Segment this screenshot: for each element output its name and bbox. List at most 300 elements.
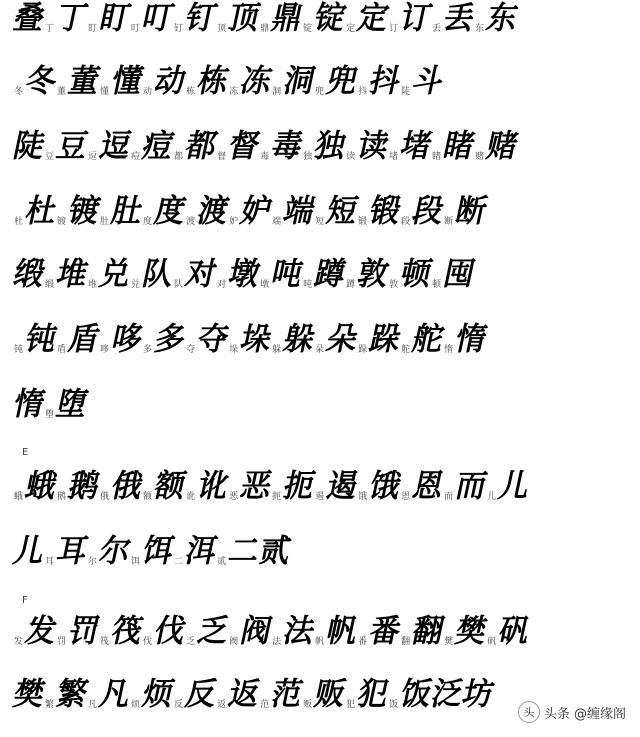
glyph-cell	[229, 613, 275, 650]
standard-character-label: 恩	[401, 492, 411, 502]
cursive-glyph: 舵	[409, 321, 447, 358]
standard-character-label: 乏	[186, 637, 196, 647]
standard-character-label: 蛾	[14, 492, 24, 502]
glyph-row	[14, 323, 634, 357]
glyph-cell	[88, 0, 134, 37]
glyph-cell	[389, 128, 435, 165]
cursive-glyph: 兜	[323, 63, 361, 100]
cursive-glyph: 耳	[53, 533, 91, 570]
standard-character-label: 独	[303, 152, 313, 162]
cursive-glyph: 定	[354, 0, 392, 37]
glyph-cell	[174, 676, 220, 713]
glyph-cell	[131, 128, 177, 165]
glyph-cell	[401, 321, 447, 358]
glyph-cell	[100, 193, 146, 230]
cursive-glyph: 豆	[53, 128, 91, 165]
standard-character-label: 冬	[14, 87, 24, 97]
glyph-cell	[229, 193, 275, 230]
glyph-cell	[174, 256, 220, 293]
glyph-cell	[57, 613, 103, 650]
cursive-glyph: 发	[22, 613, 60, 650]
standard-character-label: 繁	[45, 700, 55, 710]
cursive-glyph: 东	[483, 0, 521, 37]
glyph-cell	[217, 256, 263, 293]
standard-character-label: 帆	[315, 637, 325, 647]
cursive-glyph: 罚	[65, 613, 103, 650]
cursive-glyph: 睹	[440, 128, 478, 165]
cursive-glyph: 饭	[397, 676, 435, 713]
standard-character-label: 端	[272, 217, 282, 227]
glyph-cell	[45, 533, 91, 570]
cursive-glyph: 盾	[65, 321, 103, 358]
glyph-cell	[428, 676, 466, 713]
glyph-cell	[174, 533, 220, 570]
standard-character-label: 赌	[475, 152, 485, 162]
standard-character-label: 堕	[45, 410, 55, 420]
cursive-glyph: 毒	[268, 128, 306, 165]
glyph-cell	[487, 613, 533, 650]
cursive-glyph: 独	[311, 128, 349, 165]
glyph-cell	[272, 613, 318, 650]
glyph-cell	[358, 193, 404, 230]
cursive-glyph: 蛾	[22, 468, 60, 505]
cursive-glyph: 叠	[10, 0, 48, 37]
cursive-glyph: 冻	[237, 63, 275, 100]
cursive-glyph: 都	[182, 128, 220, 165]
glyph-cell	[389, 0, 435, 37]
standard-character-label: 陡	[401, 87, 411, 97]
cursive-glyph: 俄	[108, 468, 146, 505]
cursive-glyph: 朵	[323, 321, 361, 358]
glyph-row	[10, 533, 634, 570]
cursive-glyph: 钉	[182, 0, 220, 37]
standard-character-label: 叮	[131, 24, 141, 34]
cursive-glyph: 吨	[268, 256, 306, 293]
glyph-cell	[260, 128, 306, 165]
cursive-glyph: 叮	[139, 0, 177, 37]
glyph-cell	[57, 468, 103, 505]
cursive-glyph: 凡	[96, 676, 134, 713]
glyph-row	[10, 128, 634, 165]
cursive-glyph: 翻	[409, 613, 447, 650]
standard-character-label: 锻	[358, 217, 368, 227]
cursive-glyph: 坊	[459, 676, 497, 713]
glyph-cell	[186, 63, 232, 100]
glyph-cell	[475, 128, 521, 165]
glyph-cell	[131, 256, 177, 293]
glyph-cell	[10, 386, 48, 423]
cursive-glyph: 跺	[366, 321, 404, 358]
standard-character-label: 队	[174, 280, 184, 290]
standard-character-label: 顶	[217, 24, 227, 34]
standard-character-label: 订	[389, 24, 399, 34]
standard-character-label: 伐	[143, 637, 153, 647]
standard-character-label: 抖	[358, 87, 368, 97]
standard-character-label: 惰	[444, 345, 454, 355]
glyph-cell	[14, 613, 60, 650]
cursive-glyph: 贰	[256, 533, 294, 570]
glyph-cell	[229, 63, 275, 100]
cursive-glyph: 钝	[22, 321, 60, 358]
cursive-glyph: 锻	[366, 193, 404, 230]
cursive-glyph: 烦	[139, 676, 177, 713]
glyph-cell	[100, 468, 146, 505]
cursive-glyph: 多	[151, 321, 189, 358]
glyph-cell	[260, 676, 306, 713]
cursive-glyph: 陡	[10, 128, 48, 165]
glyph-cell	[229, 468, 275, 505]
glyph-cell	[57, 63, 103, 100]
glyph-cell	[358, 63, 404, 100]
glyph-cell	[88, 676, 134, 713]
cursive-glyph: 泛	[428, 676, 466, 713]
glyph-cell	[10, 0, 48, 37]
cursive-glyph: 锭	[311, 0, 349, 37]
standard-character-label: 痘	[131, 152, 141, 162]
glyph-cell	[272, 468, 318, 505]
cursive-glyph: 惰	[452, 321, 490, 358]
glyph-cell	[346, 0, 392, 37]
glyph-cell	[143, 193, 189, 230]
cursive-glyph: 赌	[483, 128, 521, 165]
glyph-cell	[88, 256, 134, 293]
standard-character-label: 耳	[45, 557, 55, 567]
glyph-cell	[88, 128, 134, 165]
cursive-glyph: 伐	[151, 613, 189, 650]
standard-character-label: 矾	[487, 637, 497, 647]
glyph-row	[14, 195, 634, 229]
standard-character-label: 饿	[358, 492, 368, 502]
glyph-cell	[432, 0, 478, 37]
standard-character-label: 贰	[217, 557, 227, 567]
watermark	[518, 701, 626, 723]
standard-character-label: 犯	[346, 700, 356, 710]
standard-character-label: 返	[217, 700, 227, 710]
glyph-cell	[131, 676, 177, 713]
cursive-glyph: 额	[151, 468, 189, 505]
cursive-glyph: 短	[323, 193, 361, 230]
standard-character-label: 缎	[45, 280, 55, 290]
watermark-text: 头条 @缠缘阁	[543, 706, 626, 722]
standard-character-label: 发	[14, 637, 24, 647]
glyph-cell	[186, 321, 232, 358]
cursive-glyph: 斗	[409, 63, 447, 100]
cursive-glyph: 对	[182, 256, 220, 293]
cursive-glyph: 返	[225, 676, 263, 713]
cursive-glyph: 墩	[225, 256, 263, 293]
glyph-cell	[57, 321, 103, 358]
glyph-cell	[303, 676, 349, 713]
standard-character-label: 吨	[303, 280, 313, 290]
standard-character-label: 儿	[487, 492, 497, 502]
standard-character-label: 俄	[100, 492, 110, 502]
cursive-glyph: 堕	[53, 386, 91, 423]
cursive-glyph: 而	[452, 468, 490, 505]
cursive-glyph: 哆	[108, 321, 146, 358]
cursive-glyph: 肚	[108, 193, 146, 230]
cursive-glyph: 犯	[354, 676, 392, 713]
cursive-glyph: 动	[151, 63, 189, 100]
cursive-glyph: 儿	[495, 468, 533, 505]
cursive-glyph: 蹲	[311, 256, 349, 293]
glyph-row	[10, 256, 634, 293]
standard-character-label: 多	[143, 345, 153, 355]
cursive-glyph: 顶	[225, 0, 263, 37]
cursive-glyph: 董	[65, 63, 103, 100]
cursive-glyph: 顿	[397, 256, 435, 293]
standard-character-label: 杜	[14, 217, 24, 227]
glyph-cell	[217, 676, 263, 713]
glyph-row	[10, 0, 634, 37]
glyph-cell	[303, 128, 349, 165]
glyph-cell	[315, 321, 361, 358]
glyph-cell	[174, 128, 220, 165]
cursive-glyph: 渡	[194, 193, 232, 230]
glyph-cell	[229, 321, 275, 358]
standard-character-label: 钉	[174, 24, 184, 34]
glyph-cell	[444, 321, 490, 358]
cursive-glyph: 堵	[397, 128, 435, 165]
cursive-glyph: 贩	[311, 676, 349, 713]
cursive-glyph: 筏	[108, 613, 146, 650]
glyph-cell	[303, 0, 349, 37]
glyph-cell	[10, 676, 48, 713]
standard-character-label: 垛	[229, 345, 239, 355]
glyph-cell	[315, 468, 361, 505]
cursive-glyph: 逗	[96, 128, 134, 165]
standard-character-label: 范	[260, 700, 270, 710]
glyph-cell	[346, 256, 392, 293]
standard-character-label: 翻	[401, 637, 411, 647]
standard-character-label: 烦	[131, 700, 141, 710]
standard-character-label: 督	[217, 152, 227, 162]
standard-character-label: 法	[272, 637, 282, 647]
standard-character-label: 逗	[88, 152, 98, 162]
cursive-glyph: 妒	[237, 193, 275, 230]
standard-character-label: 遏	[315, 492, 325, 502]
cursive-glyph: 端	[280, 193, 318, 230]
glyph-cell	[14, 321, 60, 358]
glyph-cell	[45, 386, 91, 423]
standard-character-label: 鼎	[260, 24, 270, 34]
standard-character-label: 兜	[315, 87, 325, 97]
standard-character-label: 凡	[88, 700, 98, 710]
standard-character-label: 哆	[100, 345, 110, 355]
standard-character-label: 筏	[100, 637, 110, 647]
standard-character-label: 讹	[186, 492, 196, 502]
standard-character-label: 渡	[186, 217, 196, 227]
glyph-cell	[45, 0, 91, 37]
cursive-glyph: 敦	[354, 256, 392, 293]
cursive-glyph: 读	[354, 128, 392, 165]
standard-character-label: 堵	[389, 152, 399, 162]
cursive-glyph: 抖	[366, 63, 404, 100]
glyph-cell	[131, 533, 177, 570]
cursive-glyph: 督	[225, 128, 263, 165]
standard-character-label: 董	[57, 87, 67, 97]
standard-character-label: 动	[143, 87, 153, 97]
standard-character-label: 躲	[272, 345, 282, 355]
glyph-cell	[444, 613, 490, 650]
cursive-glyph: 垛	[237, 321, 275, 358]
standard-character-label: 贩	[303, 700, 313, 710]
glyph-row	[10, 386, 634, 423]
standard-character-label: 段	[401, 217, 411, 227]
glyph-cell	[186, 193, 232, 230]
standard-character-label: 盯	[88, 24, 98, 34]
glyph-cell	[401, 193, 447, 230]
standard-character-label: 栋	[186, 87, 196, 97]
glyph-cell	[444, 468, 490, 505]
glyph-cell	[143, 321, 189, 358]
standard-character-label: 顿	[432, 280, 442, 290]
standard-character-label: 懂	[100, 87, 110, 97]
glyph-cell	[346, 676, 392, 713]
standard-character-label: 夺	[186, 345, 196, 355]
glyph-cell	[217, 128, 263, 165]
cursive-glyph: 范	[268, 676, 306, 713]
standard-character-label: 反	[174, 700, 184, 710]
standard-character-label: 鹅	[57, 492, 67, 502]
glyph-cell	[272, 321, 318, 358]
cursive-glyph: 丁	[53, 0, 91, 37]
cursive-glyph: 冬	[22, 63, 60, 100]
glyph-cell	[487, 468, 533, 505]
standard-character-label: 蹲	[346, 280, 356, 290]
glyph-cell	[303, 256, 349, 293]
standard-character-label: 肚	[100, 217, 110, 227]
glyph-cell	[315, 193, 361, 230]
glyph-cell	[45, 128, 91, 165]
standard-character-label: 读	[346, 152, 356, 162]
glyph-cell	[346, 128, 392, 165]
glyph-cell	[10, 256, 48, 293]
standard-character-label: 盾	[57, 345, 67, 355]
cursive-glyph: 躲	[280, 321, 318, 358]
cursive-glyph: 鼎	[268, 0, 306, 37]
standard-character-label: 跺	[358, 345, 368, 355]
glyph-cell	[186, 468, 232, 505]
glyph-cell	[315, 63, 361, 100]
cursive-glyph: 矾	[495, 613, 533, 650]
standard-character-label: 饵	[131, 557, 141, 567]
standard-character-label: 恶	[229, 492, 239, 502]
cursive-glyph: 阀	[237, 613, 275, 650]
cursive-glyph: 囤	[440, 256, 478, 293]
glyph-cell	[174, 0, 220, 37]
standard-character-label: 睹	[432, 152, 442, 162]
glyph-cell	[315, 613, 361, 650]
cursive-glyph: 儿	[10, 533, 48, 570]
glyph-cell	[432, 128, 478, 165]
standard-character-label: 东	[475, 24, 485, 34]
glyph-cell	[186, 613, 232, 650]
cursive-glyph: 恩	[409, 468, 447, 505]
cursive-glyph: 法	[280, 613, 318, 650]
glyph-cell	[14, 193, 60, 230]
glyph-cell	[100, 321, 146, 358]
standard-character-label: 朵	[315, 345, 325, 355]
glyph-cell	[131, 0, 177, 37]
cursive-glyph: 懂	[108, 63, 146, 100]
glyph-cell	[358, 613, 404, 650]
glyph-cell	[100, 63, 146, 100]
glyph-cell	[100, 613, 146, 650]
glyph-cell	[57, 193, 103, 230]
cursive-glyph: 樊	[452, 613, 490, 650]
cursive-glyph: 缎	[10, 256, 48, 293]
standard-character-label: 尔	[88, 557, 98, 567]
standard-character-label: 度	[143, 217, 153, 227]
glyph-cell	[475, 0, 521, 37]
glyph-cell	[143, 613, 189, 650]
cursive-glyph: 恶	[237, 468, 275, 505]
cursive-glyph: 堆	[53, 256, 91, 293]
glyph-cell	[459, 676, 497, 713]
glyph-cell	[358, 321, 404, 358]
glyph-cell	[14, 468, 60, 505]
standard-character-label: 而	[444, 492, 454, 502]
glyph-cell	[14, 63, 60, 100]
standard-character-label: 妒	[229, 217, 239, 227]
cursive-glyph: 惰	[10, 386, 48, 423]
glyph-cell	[389, 676, 435, 713]
cursive-glyph: 反	[182, 676, 220, 713]
standard-character-label: 饭	[389, 700, 399, 710]
standard-character-label: 番	[358, 637, 368, 647]
cursive-glyph: 度	[151, 193, 189, 230]
cursive-glyph: 遏	[323, 468, 361, 505]
glyph-cell	[444, 193, 490, 230]
glyph-row	[14, 470, 634, 504]
toutiao-logo-icon: 头	[518, 701, 540, 723]
glyph-cell	[401, 613, 447, 650]
standard-character-label: 舵	[401, 345, 411, 355]
cursive-glyph: 尔	[96, 533, 134, 570]
glyph-row	[14, 65, 634, 99]
cursive-glyph: 洞	[280, 63, 318, 100]
glyph-cell	[10, 533, 48, 570]
cursive-glyph: 二	[225, 533, 263, 570]
standard-character-label: 豆	[45, 152, 55, 162]
cursive-glyph: 队	[139, 256, 177, 293]
cursive-glyph: 断	[452, 193, 490, 230]
cursive-glyph: 扼	[280, 468, 318, 505]
cursive-glyph: 乏	[194, 613, 232, 650]
cursive-glyph: 饿	[366, 468, 404, 505]
cursive-glyph: 鹅	[65, 468, 103, 505]
glyph-cell	[143, 468, 189, 505]
cursive-glyph: 繁	[53, 676, 91, 713]
glyph-cell	[272, 193, 318, 230]
standard-character-label: 镀	[57, 217, 67, 227]
standard-character-label: 兑	[131, 280, 141, 290]
glyph-row	[14, 615, 634, 649]
glyph-cell	[260, 0, 306, 37]
glyph-cell	[217, 0, 263, 37]
standard-character-label: 阀	[229, 637, 239, 647]
section-letter: F	[22, 595, 28, 606]
standard-character-label: 锭	[303, 24, 313, 34]
glyph-cell	[256, 533, 294, 570]
cursive-glyph: 段	[409, 193, 447, 230]
standard-character-label: 额	[143, 492, 153, 502]
cursive-glyph: 洱	[182, 533, 220, 570]
glyph-cell	[45, 676, 91, 713]
cursive-glyph: 兑	[96, 256, 134, 293]
standard-character-label: 都	[174, 152, 184, 162]
cursive-glyph: 杜	[22, 193, 60, 230]
